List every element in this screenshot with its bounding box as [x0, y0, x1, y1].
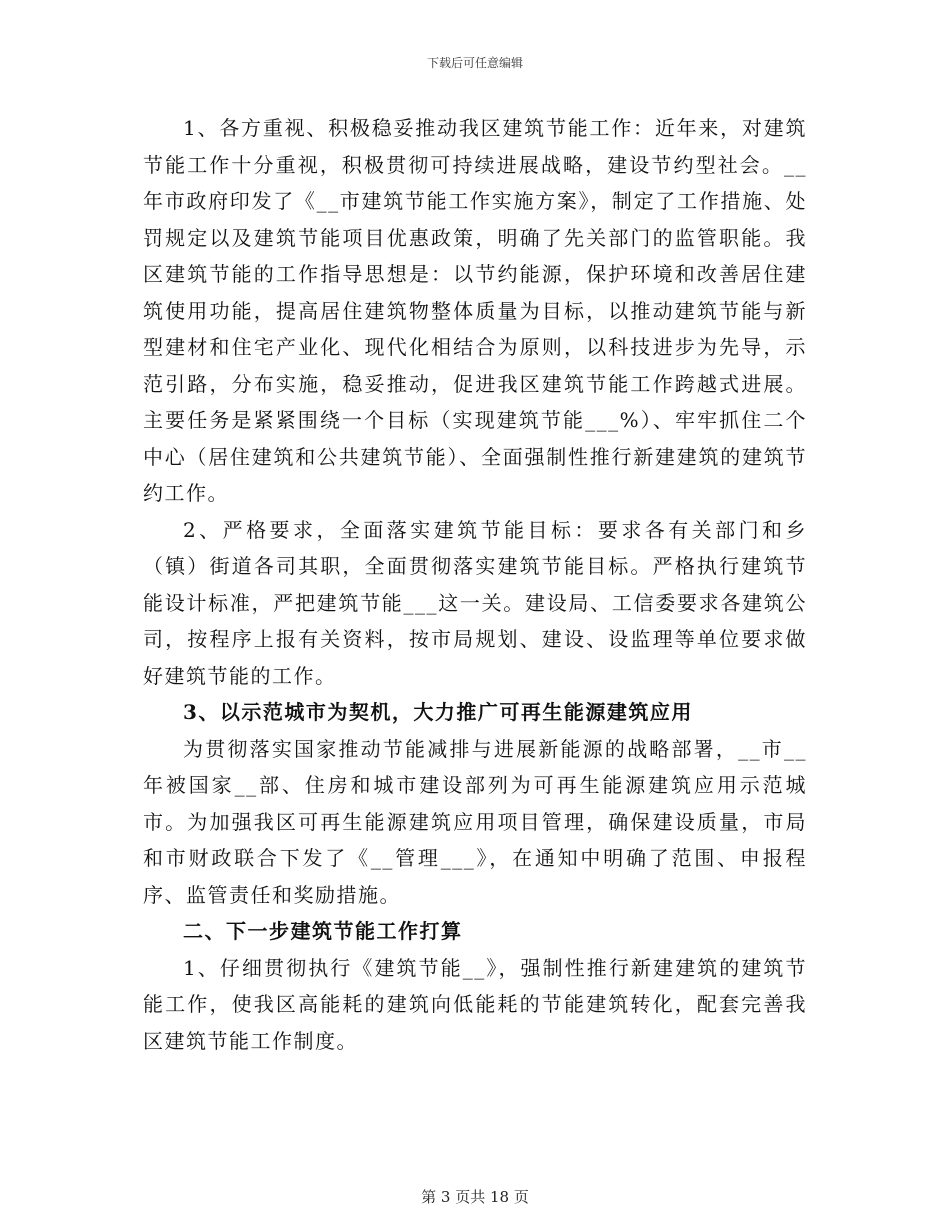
document-body [143, 110, 807, 1059]
section-heading-next-steps: 二、下一步建筑节能工作打算 [183, 919, 463, 943]
paragraph-4: 1、仔细贯彻执行《建筑节能__》，强制性推行新建建筑的建筑节能工作，使我区高能耗的建筑向低能耗的节能建筑转化，配套完善我区建筑节能工作制度。 [143, 955, 807, 1053]
paragraph-3: 为贯彻落实国家推动节能减排与进展新能源的战略部署，__市__年被国家__部、住房和城市建设部列为可再生能源建筑应用示范城市。为加强我区可再生能源建筑应用项目管理，确保建设质量，市局和市财政联合下发了《__管理___》，在通知中明确了范围、申报程序、监管责任和奖励措施。 [143, 736, 807, 907]
paragraph-2: 2、严格要求，全面落实建筑节能目标：要求各有关部门和乡（镇）街道各司其职，全面贯彻落实建筑节能目标。严格执行建筑节能设计标准，严把建筑节能___这一关。建设局、工信委要求各建筑公司，按程序上报有关资料，按市局规划、建设、设监理等单位要求做好建筑节能的工作。 [143, 517, 807, 688]
paragraph-1: 1、各方重视、积极稳妥推动我区建筑节能工作：近年来，对建筑节能工作十分重视，积极贯彻可持续进展战略，建设节约型社会。__年市政府印发了《__市建筑节能工作实施方案》，制定了工作措施、处罚规定以及建筑节能项目优惠政策，明确了先关部门的监管职能。我区建筑节能的工作指导思想是：以节约能源，保护环境和改善居住建筑使用功能，提高居住建筑物整体质量为目标，以推动建筑节能与新型建材和住宅产业化、现代化相结合为原则，以科技进步为先导，示范引路，分布实施，稳妥推动，促进我区建筑节能工作跨越式进展。主要任务是紧紧围绕一个目标（实现建筑节能___%）、牢牢抓住二个中心（居住建筑和公共建筑节能）、全面强制性推行新建建筑的建筑节约工作。 [143, 116, 807, 505]
section-heading-3: 3、以示范城市为契机，大力推广可再生能源建筑应用 [183, 700, 693, 724]
page-number: 第 3 页共 18 页 [421, 1188, 529, 1206]
page-header: 下载后可任意编辑 [426, 56, 523, 70]
